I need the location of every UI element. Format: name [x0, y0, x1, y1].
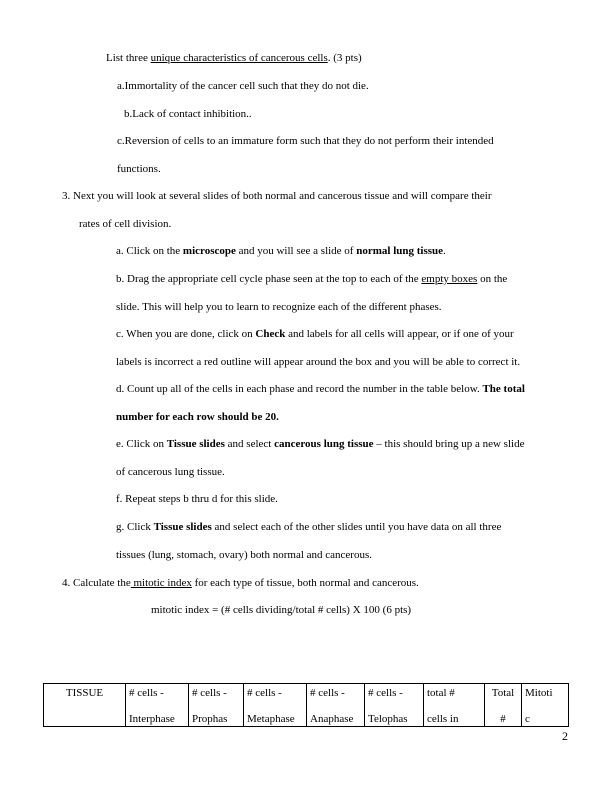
header-metaphase: # cells - Metaphase	[244, 684, 307, 727]
question-3-line1: 3. Next you will look at several slides of both normal and cancerous tissue and will compare their	[62, 190, 492, 202]
step-e-line1: e. Click on Tissue slides and select cancerous lung tissue – this should bring up a new slide	[116, 438, 525, 450]
header-interphase: # cells - Interphase	[126, 684, 189, 727]
header-total-number: Total #	[485, 684, 522, 727]
data-table	[43, 683, 569, 727]
step-c-line2: labels is incorrect a red outline will appear around the box and you will be able to correct it.	[116, 356, 521, 368]
answer-c-line2: functions.	[117, 163, 161, 175]
answer-a: a.Immortality of the cancer cell such that they do not die.	[117, 80, 369, 92]
question-unique-characteristics: List three unique characteristics of cancerous cells. (3 pts)	[106, 52, 362, 64]
step-e-line2: of cancerous lung tissue.	[116, 466, 225, 478]
step-g-line1: g. Click Tissue slides and select each of the other slides until you have data on all three	[116, 521, 502, 533]
step-a: a. Click on the microscope and you will see a slide of normal lung tissue.	[116, 245, 446, 257]
step-f: f. Repeat steps b thru d for this slide.	[116, 493, 278, 505]
step-g-line2: tissues (lung, stomach, ovary) both normal and cancerous.	[116, 549, 372, 561]
table-header-row	[44, 684, 569, 727]
mitotic-index-formula: mitotic index = (# cells dividing/total # cells) X 100 (6 pts)	[151, 604, 412, 616]
header-mitotic: Mitoti c	[522, 684, 569, 727]
question-3-line2: rates of cell division.	[79, 218, 172, 230]
header-telophase: # cells - Telophas	[365, 684, 424, 727]
header-total-cells-in: total # cells in	[424, 684, 485, 727]
answer-c-line1: c.Reversion of cells to an immature form such that they do not perform their intended	[117, 135, 494, 147]
page-number: 2	[562, 729, 568, 743]
header-anaphase: # cells - Anaphase	[307, 684, 365, 727]
step-b-line1: b. Drag the appropriate cell cycle phase seen at the top to each of the empty boxes on the	[116, 273, 508, 285]
step-b-line2: slide. This will help you to learn to recognize each of the different phases.	[116, 301, 442, 313]
step-d-line1: d. Count up all of the cells in each phase and record the number in the table below. The total	[116, 383, 525, 395]
header-prophase: # cells - Prophas	[189, 684, 244, 727]
step-d-line2: number for each row should be 20.	[116, 411, 279, 423]
header-tissue: TISSUE	[44, 684, 126, 727]
answer-b: b.Lack of contact inhibition..	[124, 108, 252, 120]
step-c-line1: c. When you are done, click on Check and labels for all cells will appear, or if one of your	[116, 328, 514, 340]
question-4: 4. Calculate the mitotic index for each type of tissue, both normal and cancerous.	[62, 577, 419, 589]
